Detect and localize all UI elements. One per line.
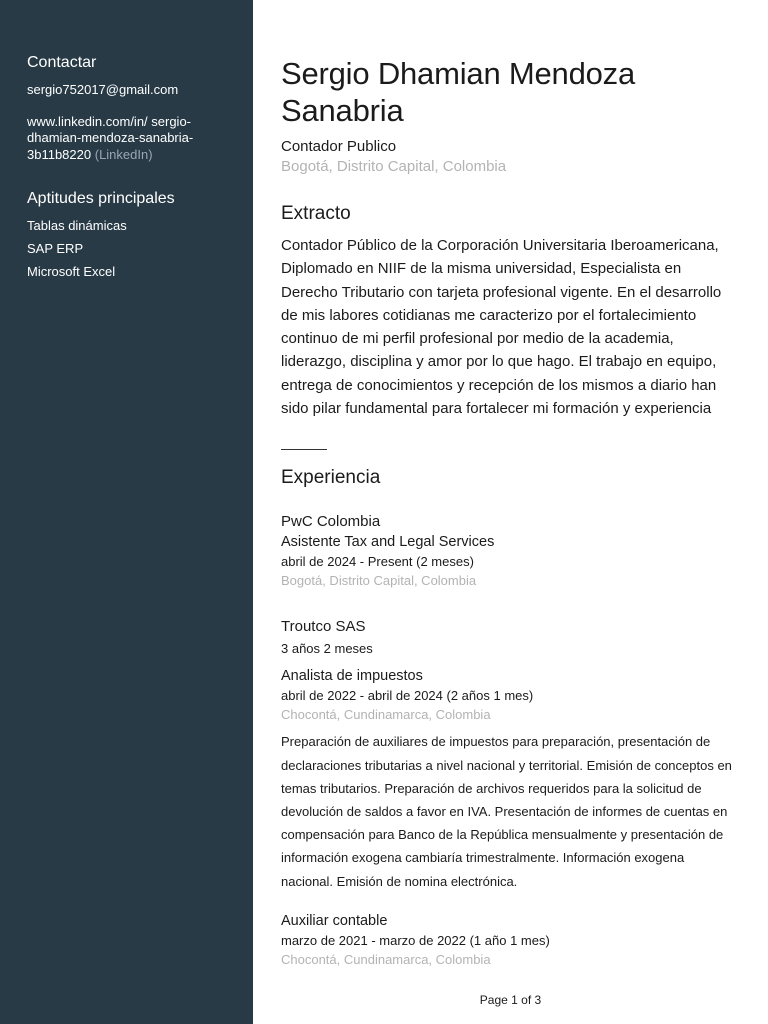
profile-name: Sergio Dhamian Mendoza Sanabria bbox=[281, 56, 636, 128]
page-number: Page 1 of 3 bbox=[479, 993, 542, 1007]
job-description: Preparación de auxiliares de impuestos para preparación, presentación de declaraciones tributarias a nivel nacional y territorial. Emisión de conceptos en temas tributarios. Preparación de archivos requeridos para la solicitud de devolución de saldos a favor en IVA. Presentación de informes de cuentas en compensación para Banco de la República mensualmente y presentación de información exogena cambiaría trimestralmente. Información exogena nacional. Emisión de nomina electrónica. bbox=[281, 734, 732, 889]
linkedin-url[interactable]: www.linkedin.com/in/ sergio-dhamian-mendoza-sanabria-3b11b8220 bbox=[27, 113, 194, 162]
skill-item: SAP ERP bbox=[27, 241, 84, 256]
company-tenure: 3 años 2 meses bbox=[281, 641, 373, 657]
sidebar bbox=[0, 0, 253, 1024]
summary-text: Contador Público de la Corporación Universitaria Iberoamericana, Diplomado en NIIF de la misma universidad, Especialista en Derecho Tributario con tarjeta profesional vigente. En el desarrollo de mis labores cotidianas me caracterizo por el fortalecimiento continuo de mi perfil profesional por medio de la academia, liderazgo, disciplina y amor por lo que hago. El trabajo en equipo, entrega de conocimientos y recepción de los mismos a diario han sido pilar fundamental para fortalecer mi formación y experiencia bbox=[281, 237, 722, 418]
job-location: Bogotá, Distrito Capital, Colombia bbox=[281, 573, 477, 589]
job-location: Chocontá, Cundinamarca, Colombia bbox=[281, 951, 491, 967]
job-role: Auxiliar contable bbox=[281, 912, 388, 929]
skills-heading: Aptitudes principales bbox=[27, 190, 175, 207]
section-divider bbox=[281, 449, 327, 450]
linkedin-label: (LinkedIn) bbox=[94, 146, 153, 162]
job-role: Asistente Tax and Legal Services bbox=[281, 534, 495, 551]
job-role: Analista de impuestos bbox=[281, 668, 423, 685]
skill-item: Tablas dinámicas bbox=[27, 218, 127, 233]
company-name: Troutco SAS bbox=[281, 618, 366, 636]
experience-title: Experiencia bbox=[281, 467, 381, 489]
skill-item: Microsoft Excel bbox=[27, 264, 116, 279]
main-content bbox=[253, 0, 768, 1024]
email-link[interactable]: sergio752017@gmail.com bbox=[27, 82, 179, 97]
job-location: Chocontá, Cundinamarca, Colombia bbox=[281, 707, 491, 723]
summary-title: Extracto bbox=[281, 203, 351, 224]
linkedin-link[interactable] bbox=[27, 114, 233, 164]
profile-headline: Contador Publico bbox=[281, 138, 397, 155]
job-dates: marzo de 2021 - marzo de 2022 (1 año 1 mes) bbox=[281, 932, 550, 948]
job-dates: abril de 2022 - abril de 2024 (2 años 1 mes) bbox=[281, 688, 534, 704]
job-dates: abril de 2024 - Present (2 meses) bbox=[281, 554, 474, 570]
profile-location: Bogotá, Distrito Capital, Colombia bbox=[281, 158, 507, 175]
contact-heading: Contactar bbox=[27, 54, 97, 71]
company-name: PwC Colombia bbox=[281, 513, 381, 531]
